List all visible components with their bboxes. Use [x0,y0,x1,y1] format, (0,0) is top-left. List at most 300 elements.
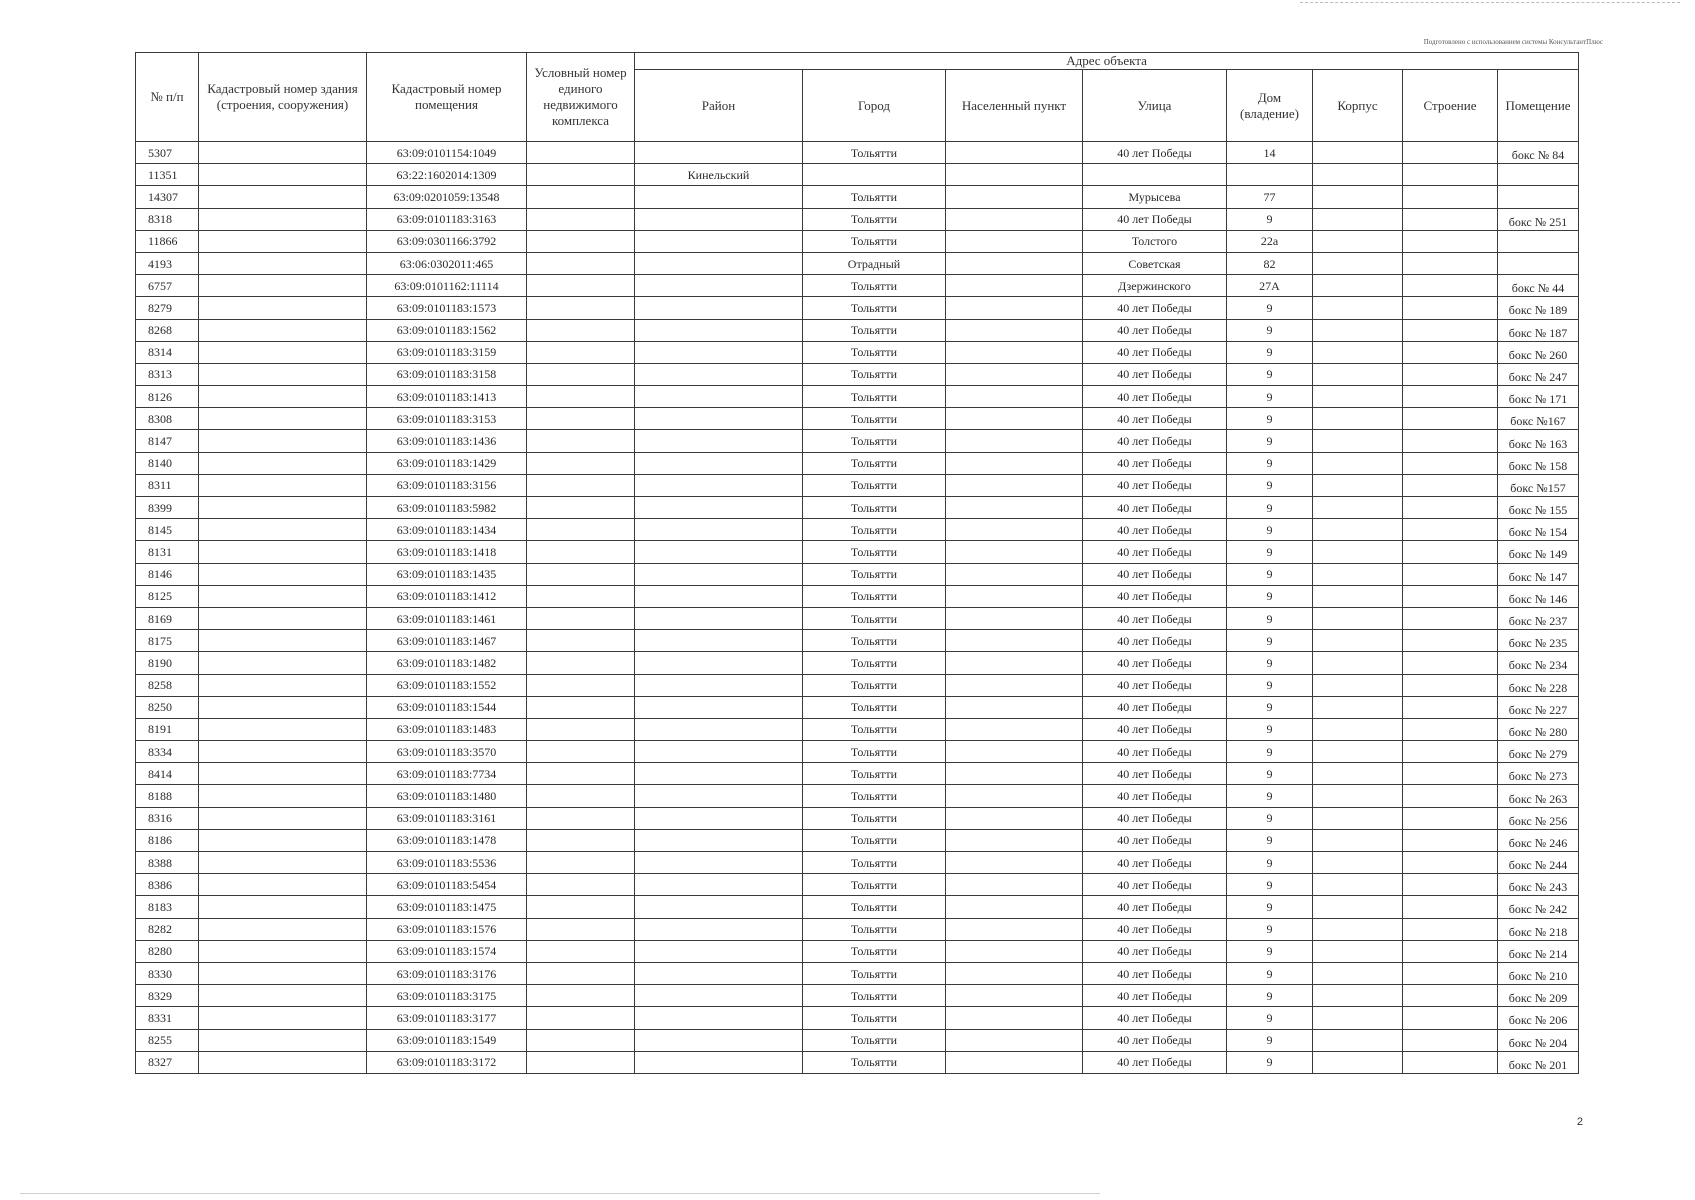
table-row [136,874,1579,896]
cell-locality [946,275,1083,297]
table-row [136,208,1579,230]
cell-complex-number [527,142,635,164]
cell-street: 40 лет Победы [1083,497,1227,519]
cell-building-cadastral [199,519,367,541]
table-row [136,341,1579,363]
cell-corpus [1313,763,1403,785]
cell-corpus [1313,674,1403,696]
cell-complex-number [527,186,635,208]
cell-room: бокс № 237 [1498,607,1579,629]
cell-corpus [1313,1029,1403,1051]
cell-num: 8190 [136,652,199,674]
cell-locality [946,430,1083,452]
cell-street: Дзержинского [1083,275,1227,297]
cell-complex-number [527,585,635,607]
cell-room: бокс № 273 [1498,763,1579,785]
cell-building-cadastral [199,852,367,874]
cell-corpus [1313,718,1403,740]
cell-building [1403,829,1498,851]
table-row [136,474,1579,496]
cell-house: 9 [1227,630,1313,652]
cell-num: 8308 [136,408,199,430]
cell-street: 40 лет Победы [1083,1051,1227,1073]
cell-room: бокс № 147 [1498,563,1579,585]
cell-building [1403,363,1498,385]
cell-house: 82 [1227,252,1313,274]
cell-num: 8145 [136,519,199,541]
cell-street: 40 лет Победы [1083,1029,1227,1051]
cell-city: Тольятти [803,452,946,474]
cell-room-cadastral: 63:09:0101183:5454 [367,874,527,896]
cell-num: 8414 [136,763,199,785]
cell-street: 40 лет Победы [1083,985,1227,1007]
cell-city: Тольятти [803,874,946,896]
cell-district: Кинельский [635,164,803,186]
cell-building-cadastral [199,607,367,629]
cell-building [1403,408,1498,430]
cell-complex-number [527,341,635,363]
cell-corpus [1313,275,1403,297]
cell-complex-number [527,252,635,274]
header-street: Улица [1083,70,1227,142]
cell-building-cadastral [199,962,367,984]
cell-complex-number [527,829,635,851]
header-building: Строение [1403,70,1498,142]
cell-room [1498,186,1579,208]
cell-room-cadastral: 63:09:0101183:5982 [367,497,527,519]
cell-room-cadastral: 63:09:0101183:3176 [367,962,527,984]
cell-locality [946,718,1083,740]
cell-room: бокс № 280 [1498,718,1579,740]
cell-corpus [1313,785,1403,807]
cell-locality [946,341,1083,363]
cell-room: бокс № 256 [1498,807,1579,829]
cell-district [635,497,803,519]
cell-building [1403,252,1498,274]
cell-street: 40 лет Победы [1083,807,1227,829]
cell-city: Тольятти [803,186,946,208]
cell-num: 8316 [136,807,199,829]
cell-room-cadastral: 63:09:0101183:1478 [367,829,527,851]
table-row [136,452,1579,474]
cell-corpus [1313,1051,1403,1073]
cell-complex-number [527,497,635,519]
cell-building-cadastral [199,230,367,252]
cell-corpus [1313,985,1403,1007]
cell-room: бокс №157 [1498,474,1579,496]
cell-locality [946,497,1083,519]
cell-building [1403,142,1498,164]
cell-building [1403,164,1498,186]
cell-num: 8327 [136,1051,199,1073]
cell-building [1403,208,1498,230]
cell-locality [946,741,1083,763]
cell-house: 9 [1227,852,1313,874]
cell-room: бокс № 228 [1498,674,1579,696]
cell-building [1403,962,1498,984]
cell-num: 8131 [136,541,199,563]
header-room: Помещение [1498,70,1579,142]
cell-locality [946,386,1083,408]
table-row [136,585,1579,607]
cell-street: 40 лет Победы [1083,696,1227,718]
cell-building-cadastral [199,319,367,341]
cell-locality [946,985,1083,1007]
cell-building-cadastral [199,408,367,430]
table-row [136,985,1579,1007]
cell-district [635,962,803,984]
cell-building-cadastral [199,630,367,652]
cell-district [635,541,803,563]
cell-complex-number [527,1029,635,1051]
cell-building [1403,918,1498,940]
cell-room: бокс № 235 [1498,630,1579,652]
cell-building [1403,896,1498,918]
cell-district [635,874,803,896]
cell-room-cadastral: 63:09:0101183:1544 [367,696,527,718]
cell-building [1403,940,1498,962]
cell-house: 9 [1227,474,1313,496]
table-row [136,741,1579,763]
cell-room: бокс № 44 [1498,275,1579,297]
cell-building-cadastral [199,341,367,363]
cell-building-cadastral [199,208,367,230]
cell-city: Тольятти [803,674,946,696]
cell-complex-number [527,386,635,408]
cell-building [1403,541,1498,563]
cell-building-cadastral [199,386,367,408]
header-house: Дом (владение) [1227,70,1313,142]
cell-house: 9 [1227,208,1313,230]
header-locality: Населенный пункт [946,70,1083,142]
cell-corpus [1313,297,1403,319]
cell-num: 8314 [136,341,199,363]
cell-building-cadastral [199,1029,367,1051]
cell-complex-number [527,985,635,1007]
cell-room: бокс № 243 [1498,874,1579,896]
cell-locality [946,829,1083,851]
table-row [136,718,1579,740]
cell-room-cadastral: 63:09:0101183:1482 [367,652,527,674]
cell-complex-number [527,452,635,474]
cell-corpus [1313,519,1403,541]
cell-house: 9 [1227,452,1313,474]
table-row [136,563,1579,585]
cell-room: бокс № 218 [1498,918,1579,940]
cell-street: 40 лет Победы [1083,785,1227,807]
cell-city: Тольятти [803,1029,946,1051]
cell-room-cadastral: 63:09:0101183:3161 [367,807,527,829]
cell-building [1403,519,1498,541]
cell-district [635,785,803,807]
cell-city: Тольятти [803,474,946,496]
cell-num: 8126 [136,386,199,408]
register-table [135,52,1579,1074]
cell-locality [946,230,1083,252]
cell-num: 8330 [136,962,199,984]
cell-room: бокс № 206 [1498,1007,1579,1029]
cell-room-cadastral: 63:09:0101183:7734 [367,763,527,785]
cell-building-cadastral [199,1007,367,1029]
cell-corpus [1313,607,1403,629]
cell-room-cadastral: 63:09:0101183:1475 [367,896,527,918]
cell-street: 40 лет Победы [1083,386,1227,408]
cell-building-cadastral [199,541,367,563]
cell-corpus [1313,1007,1403,1029]
cell-room-cadastral: 63:09:0101183:1461 [367,607,527,629]
header-building-cadastral: Кадастровый номер здания (строения, сооружения) [199,53,367,142]
table-row [136,1051,1579,1073]
cell-num: 8279 [136,297,199,319]
cell-locality [946,918,1083,940]
cell-district [635,940,803,962]
cell-district [635,807,803,829]
cell-building-cadastral [199,896,367,918]
cell-room-cadastral: 63:09:0101162:11114 [367,275,527,297]
cell-building [1403,741,1498,763]
cell-room: бокс № 154 [1498,519,1579,541]
cell-building [1403,874,1498,896]
cell-num: 8268 [136,319,199,341]
cell-street: 40 лет Победы [1083,607,1227,629]
cell-district [635,563,803,585]
cell-street: 40 лет Победы [1083,630,1227,652]
cell-locality [946,674,1083,696]
cell-complex-number [527,208,635,230]
cell-corpus [1313,452,1403,474]
table-row [136,763,1579,785]
cell-room: бокс № 247 [1498,363,1579,385]
cell-city: Тольятти [803,785,946,807]
cell-district [635,363,803,385]
cell-room-cadastral: 63:09:0101183:3156 [367,474,527,496]
cell-complex-number [527,874,635,896]
table-row [136,918,1579,940]
cell-complex-number [527,785,635,807]
cell-num: 8169 [136,607,199,629]
cell-street: 40 лет Победы [1083,652,1227,674]
cell-building-cadastral [199,807,367,829]
cell-complex-number [527,319,635,341]
cell-house: 9 [1227,829,1313,851]
cell-house: 9 [1227,1051,1313,1073]
cell-complex-number [527,718,635,740]
cell-street: 40 лет Победы [1083,874,1227,896]
cell-house [1227,164,1313,186]
cell-house: 9 [1227,962,1313,984]
table-row [136,363,1579,385]
cell-building-cadastral [199,785,367,807]
cell-house: 9 [1227,763,1313,785]
table-row [136,519,1579,541]
cell-room: бокс № 242 [1498,896,1579,918]
table-row [136,674,1579,696]
cell-house: 9 [1227,563,1313,585]
cell-room-cadastral: 63:09:0101183:1549 [367,1029,527,1051]
cell-building [1403,386,1498,408]
cell-corpus [1313,741,1403,763]
cell-room-cadastral: 63:09:0101183:1436 [367,430,527,452]
cell-district [635,674,803,696]
cell-locality [946,785,1083,807]
cell-house: 9 [1227,741,1313,763]
cell-house: 9 [1227,807,1313,829]
cell-num: 8331 [136,1007,199,1029]
cell-room-cadastral: 63:09:0101183:1418 [367,541,527,563]
cell-num: 8188 [136,785,199,807]
cell-locality [946,940,1083,962]
cell-building [1403,763,1498,785]
cell-city: Тольятти [803,896,946,918]
cell-locality [946,541,1083,563]
cell-corpus [1313,142,1403,164]
cell-room [1498,230,1579,252]
cell-district [635,519,803,541]
cell-street: 40 лет Победы [1083,896,1227,918]
cell-building-cadastral [199,741,367,763]
cell-city [803,164,946,186]
cell-num: 8386 [136,874,199,896]
cell-district [635,408,803,430]
cell-city: Тольятти [803,430,946,452]
table-row [136,696,1579,718]
cell-num: 8318 [136,208,199,230]
cell-building-cadastral [199,940,367,962]
scan-artifact-line [20,1193,1100,1194]
cell-room: бокс № 210 [1498,962,1579,984]
cell-building [1403,563,1498,585]
cell-house: 9 [1227,896,1313,918]
table-row [136,807,1579,829]
cell-room-cadastral: 63:09:0101183:3153 [367,408,527,430]
cell-city: Тольятти [803,563,946,585]
cell-room-cadastral: 63:09:0201059:13548 [367,186,527,208]
cell-city: Тольятти [803,985,946,1007]
cell-num: 8334 [136,741,199,763]
cell-room-cadastral: 63:09:0101183:1413 [367,386,527,408]
cell-district [635,430,803,452]
cell-complex-number [527,630,635,652]
cell-corpus [1313,430,1403,452]
table-row [136,1029,1579,1051]
cell-room-cadastral: 63:09:0101183:5536 [367,852,527,874]
cell-complex-number [527,807,635,829]
table-row [136,430,1579,452]
cell-room-cadastral: 63:09:0101183:1429 [367,452,527,474]
cell-house: 9 [1227,319,1313,341]
cell-building [1403,785,1498,807]
cell-locality [946,696,1083,718]
cell-room: бокс № 263 [1498,785,1579,807]
cell-building [1403,674,1498,696]
cell-house: 9 [1227,430,1313,452]
cell-num: 8329 [136,985,199,1007]
cell-building-cadastral [199,1051,367,1073]
cell-street: 40 лет Победы [1083,852,1227,874]
cell-locality [946,807,1083,829]
cell-district [635,474,803,496]
cell-complex-number [527,563,635,585]
cell-building [1403,585,1498,607]
cell-corpus [1313,341,1403,363]
cell-street: Советская [1083,252,1227,274]
table-row [136,896,1579,918]
cell-district [635,252,803,274]
cell-corpus [1313,363,1403,385]
cell-house: 77 [1227,186,1313,208]
cell-building [1403,341,1498,363]
cell-city: Тольятти [803,497,946,519]
cell-building-cadastral [199,652,367,674]
cell-room: бокс № 260 [1498,341,1579,363]
cell-room-cadastral: 63:09:0101183:3570 [367,741,527,763]
cell-district [635,763,803,785]
cell-locality [946,652,1083,674]
cell-corpus [1313,186,1403,208]
cell-building [1403,607,1498,629]
cell-complex-number [527,741,635,763]
cell-room: бокс № 171 [1498,386,1579,408]
cell-room-cadastral: 63:06:0302011:465 [367,252,527,274]
cell-num: 8191 [136,718,199,740]
cell-building-cadastral [199,164,367,186]
cell-num: 8258 [136,674,199,696]
cell-complex-number [527,408,635,430]
cell-city: Тольятти [803,297,946,319]
cell-house: 9 [1227,341,1313,363]
cell-city: Тольятти [803,319,946,341]
cell-house: 9 [1227,297,1313,319]
cell-street [1083,164,1227,186]
cell-complex-number [527,541,635,563]
cell-building-cadastral [199,474,367,496]
cell-room-cadastral: 63:09:0101183:1552 [367,674,527,696]
cell-street: 40 лет Победы [1083,829,1227,851]
header-complex-number: Условный номер единого недвижимого комплекса [527,53,635,142]
cell-house: 9 [1227,497,1313,519]
cell-street: 40 лет Победы [1083,1007,1227,1029]
cell-locality [946,852,1083,874]
cell-street: 40 лет Победы [1083,674,1227,696]
cell-room: бокс № 244 [1498,852,1579,874]
cell-street: 40 лет Победы [1083,585,1227,607]
cell-room-cadastral: 63:09:0101183:3158 [367,363,527,385]
cell-building [1403,474,1498,496]
cell-corpus [1313,630,1403,652]
cell-locality [946,896,1083,918]
cell-city: Отрадный [803,252,946,274]
cell-building [1403,630,1498,652]
cell-city: Тольятти [803,741,946,763]
cell-room-cadastral: 63:09:0101183:1434 [367,519,527,541]
table-row [136,319,1579,341]
cell-corpus [1313,829,1403,851]
cell-building-cadastral [199,297,367,319]
cell-building [1403,319,1498,341]
cell-complex-number [527,363,635,385]
cell-num: 8125 [136,585,199,607]
cell-district [635,829,803,851]
cell-building [1403,652,1498,674]
cell-building-cadastral [199,763,367,785]
cell-building [1403,452,1498,474]
header-room-cadastral: Кадастровый номер помещения [367,53,527,142]
header-address: Адрес объекта [635,53,1579,70]
cell-house: 14 [1227,142,1313,164]
table-row [136,541,1579,563]
cell-city: Тольятти [803,275,946,297]
cell-locality [946,252,1083,274]
